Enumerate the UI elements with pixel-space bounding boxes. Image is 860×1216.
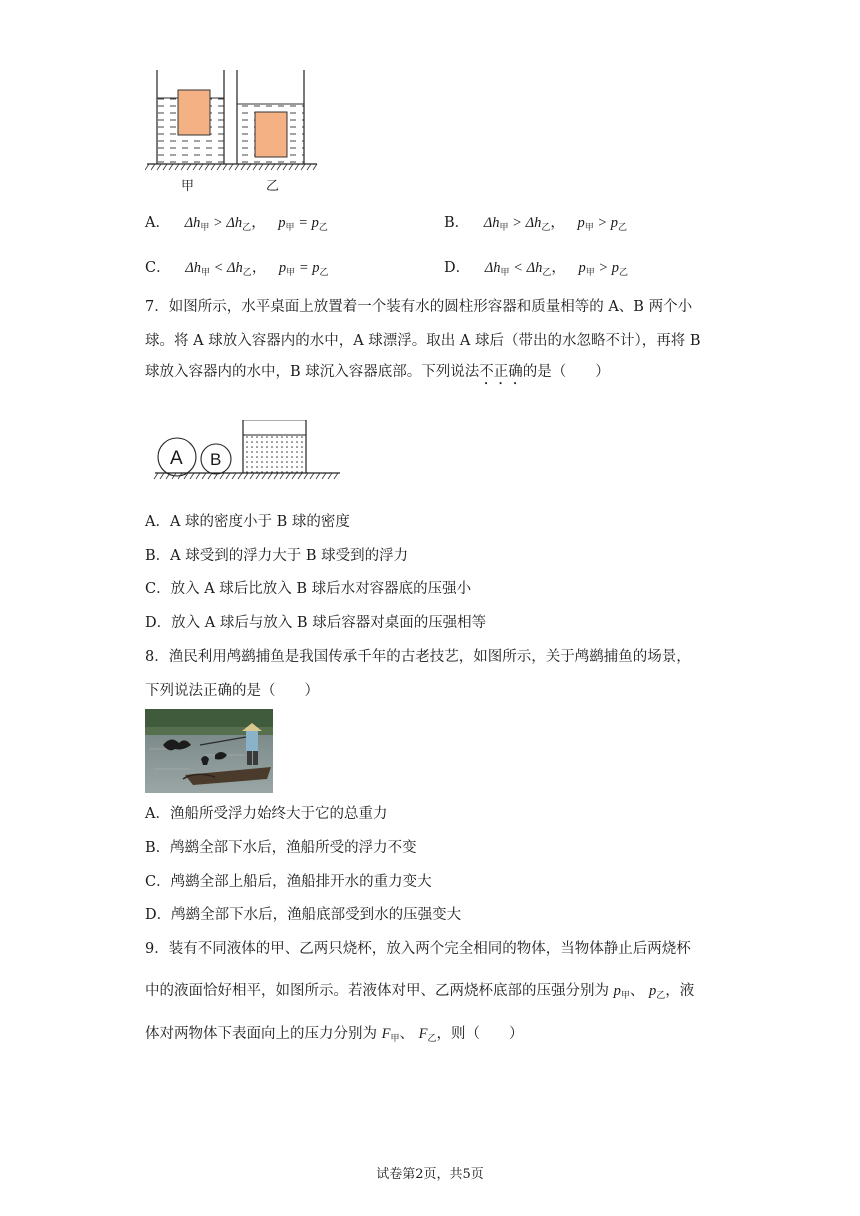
q8-line-2: 下列说法正确的是（ ） bbox=[145, 683, 319, 699]
cormorant-fishing-photo bbox=[145, 709, 273, 793]
figure-label-yi: 乙 bbox=[266, 179, 280, 194]
q9-line-2: 中的液面恰好相平，如图所示。若液体对甲、乙两烧杯底部的压强分别为 $p_甲$、 $p_乙$，液 bbox=[145, 983, 695, 1001]
q8-line-1: 8．渔民利用鸬鹚捕鱼是我国传承千年的古老技艺，如图所示，关于鸬鹚捕鱼的场景， bbox=[145, 649, 691, 665]
emphasis-not-correct: 不正确 bbox=[479, 364, 523, 380]
q8-option-c: C．鸬鹚全部上船后，渔船排开水的重力变大 bbox=[145, 874, 432, 890]
q7-line-2: 球。将 A 球放入容器内的水中，A 球漂浮。取出 A 球后（带出的水忽略不计），再将 B bbox=[145, 333, 701, 349]
page-footer: 试卷第2页，共5页 bbox=[376, 1167, 484, 1182]
q6-option-a: A． $\Delta h_甲 > \Delta h_乙$， $p_甲 = p_乙$ bbox=[145, 215, 328, 232]
q7-option-b: B．A 球受到的浮力大于 B 球受到的浮力 bbox=[145, 548, 409, 564]
figure-label-jia: 甲 bbox=[181, 179, 195, 194]
q9-line-3: 体对两物体下表面向上的压力分别为 $F_甲$、 $F_乙$，则（ ） bbox=[145, 1026, 524, 1044]
q6-option-c: C． $\Delta h_甲 < \Delta h_乙$， $p_甲 = p_乙$ bbox=[145, 260, 329, 277]
q6-option-d: D． $\Delta h_甲 < \Delta h_乙$， $p_甲 > p_乙$ bbox=[444, 260, 629, 277]
ball-b-label: B bbox=[210, 450, 222, 469]
q6-option-b: B． $\Delta h_甲 > \Delta h_乙$， $p_甲 > p_乙$ bbox=[444, 215, 628, 232]
q7-option-d: D．放入 A 球后与放入 B 球后容器对桌面的压强相等 bbox=[145, 615, 487, 631]
q7-option-a: A．A 球的密度小于 B 球的密度 bbox=[145, 514, 350, 530]
q7-line-3: 球放入容器内的水中，B 球沉入容器底部。下列说法不正确的是（ ） bbox=[145, 364, 610, 380]
q7-line-1: 7．如图所示，水平桌面上放置着一个装有水的圆柱形容器和质量相等的 A、B 两个小 bbox=[145, 299, 693, 315]
ball-a-label: A bbox=[170, 448, 183, 469]
q8-option-a: A．渔船所受浮力始终大于它的总重力 bbox=[145, 806, 388, 822]
containers-figure bbox=[145, 68, 320, 193]
q8-option-b: B．鸬鹚全部下水后，渔船所受的浮力不变 bbox=[145, 840, 417, 856]
q7-option-c: C．放入 A 球后比放入 B 球后水对容器底的压强小 bbox=[145, 581, 472, 597]
q8-option-d: D．鸬鹚全部下水后，渔船底部受到水的压强变大 bbox=[145, 907, 462, 923]
q9-line-1: 9．装有不同液体的甲、乙两只烧杯，放入两个完全相同的物体，当物体静止后两烧杯 bbox=[145, 941, 691, 957]
